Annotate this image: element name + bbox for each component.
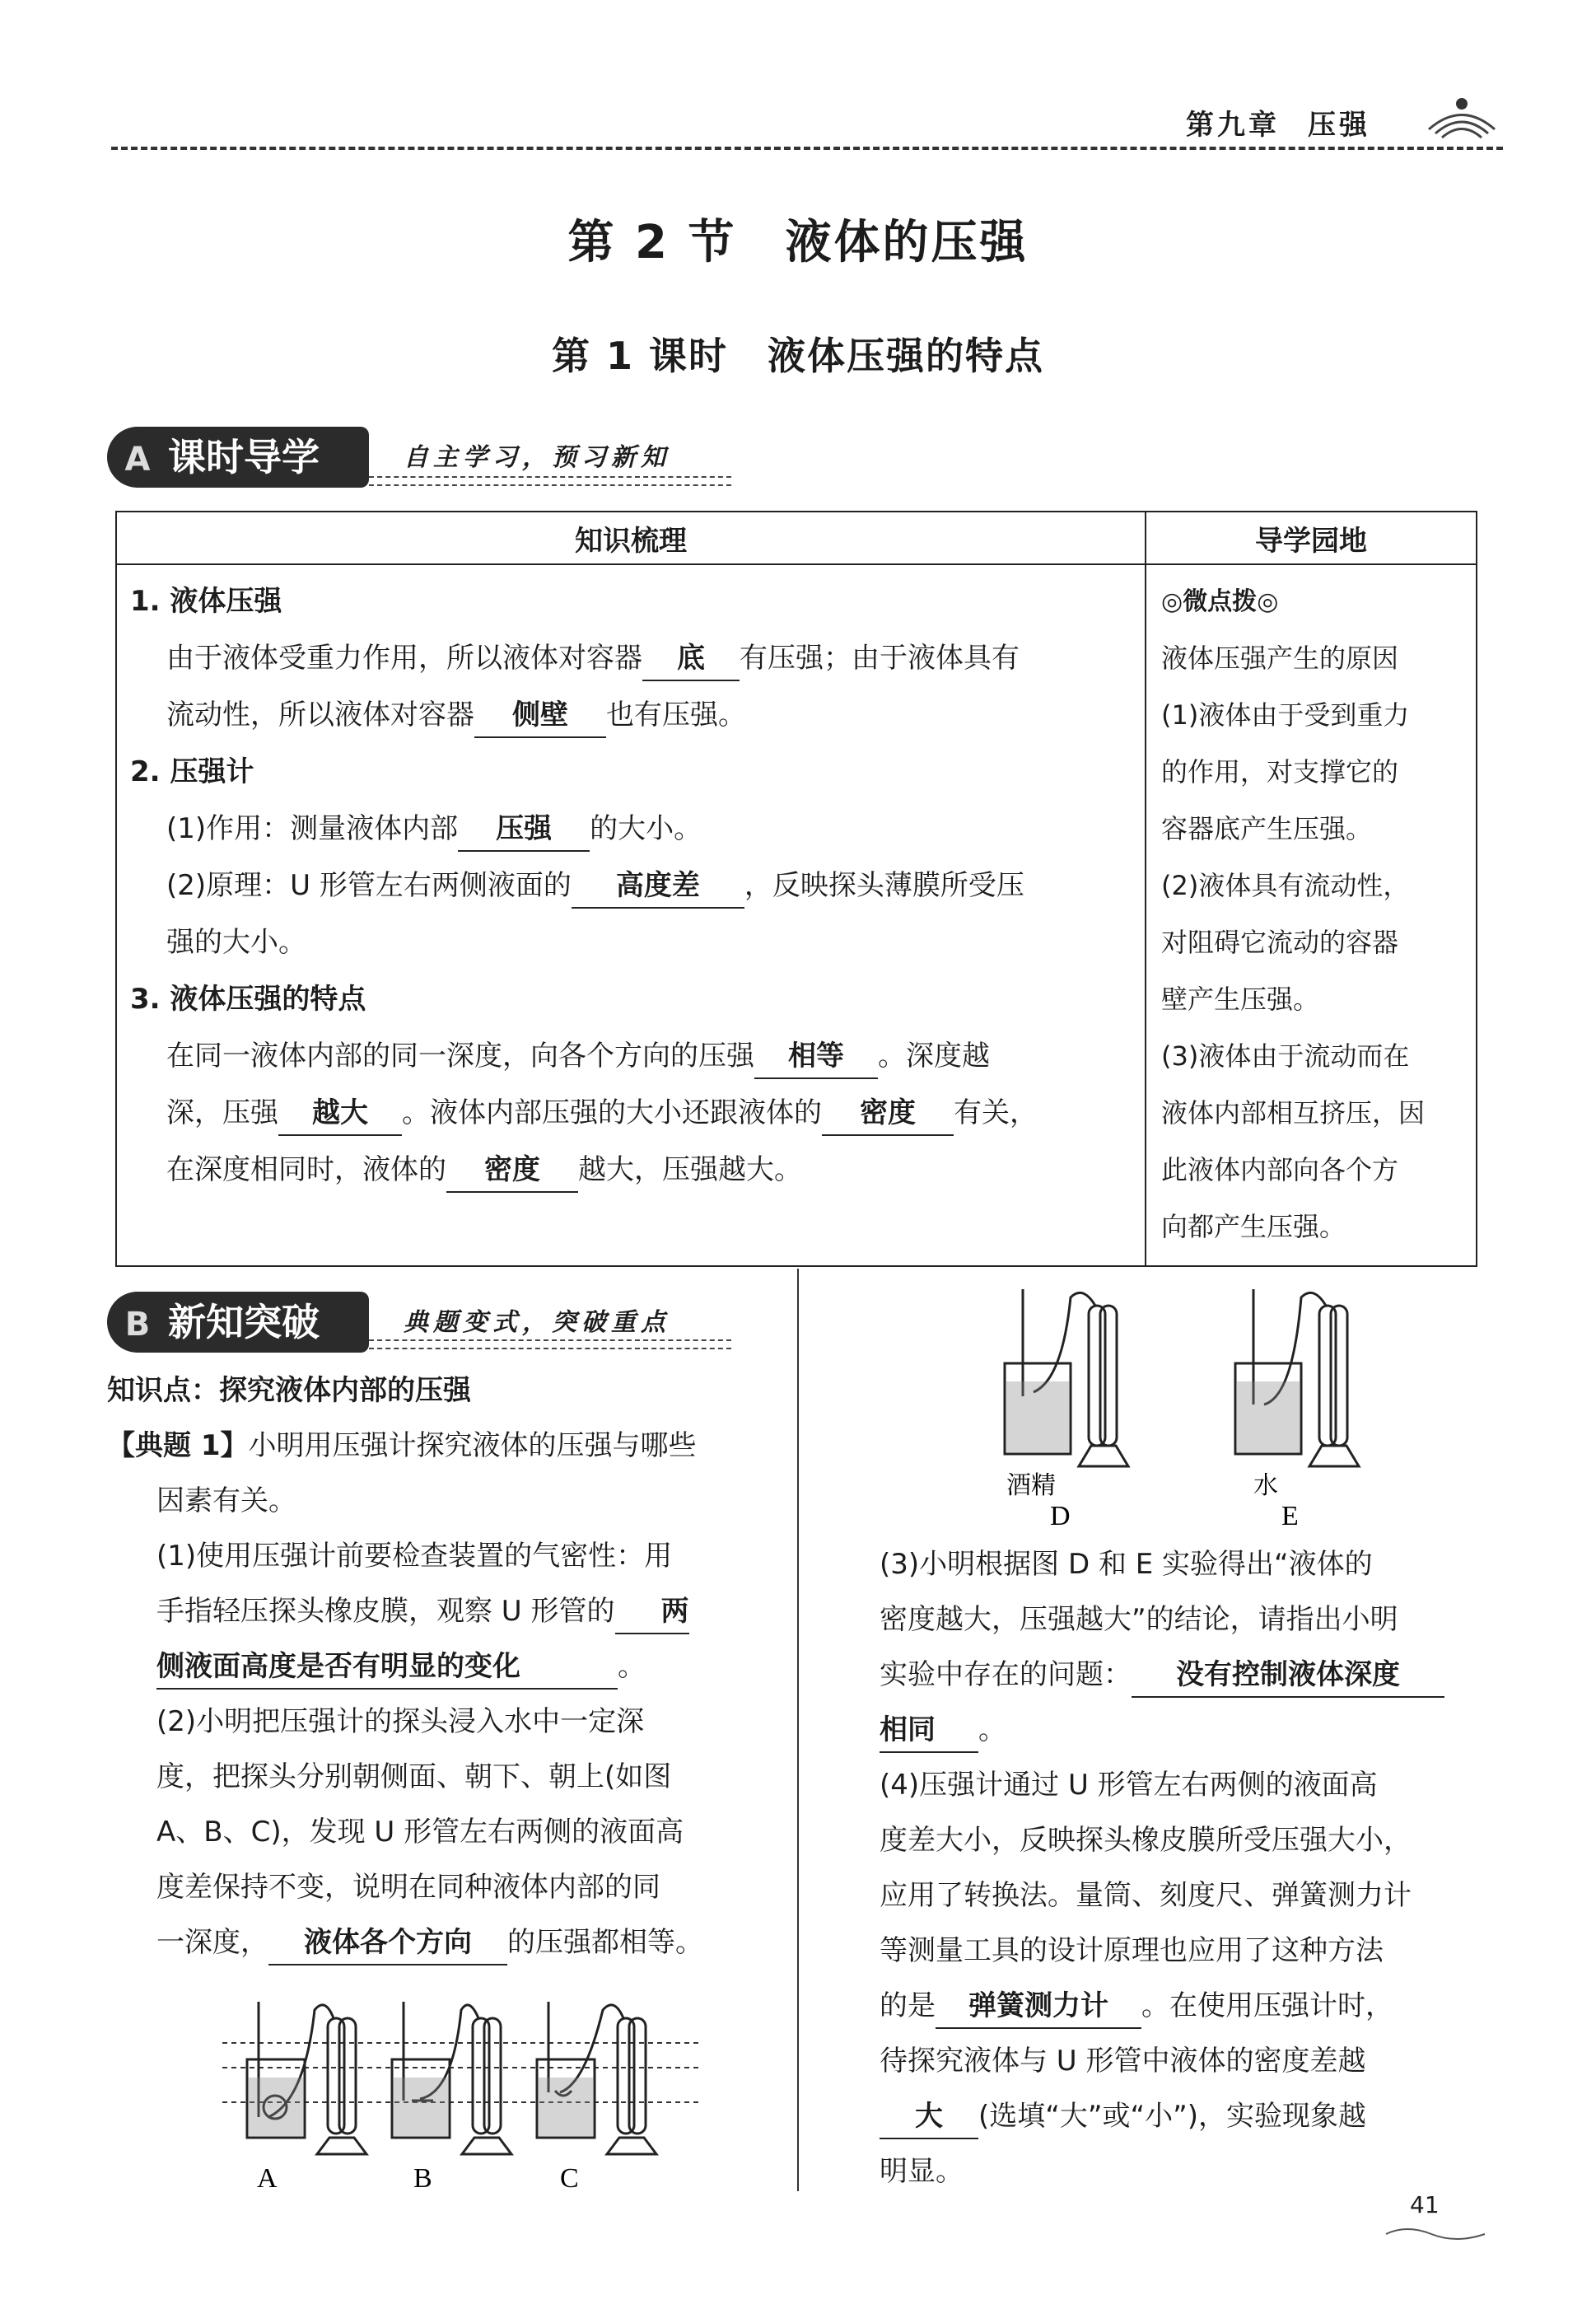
knowledge-cell (116, 564, 1146, 1266)
footer-ornament-icon (1382, 2224, 1489, 2244)
answer-blank: 液体各个方向 (268, 1921, 507, 1965)
guide-line: 的作用，对支撑它的 (1161, 756, 1399, 788)
knowledge-table (115, 511, 1477, 1267)
section-a-dash (369, 476, 731, 486)
answer-blank: 侧液面高度是否有明显的变化 (156, 1645, 618, 1690)
text: 度差大小，反映探头橡皮膜所受压强大小， (880, 1824, 1412, 1857)
left-column (107, 1363, 782, 1970)
text: 在同一液体内部的同一深度，向各个方向的压强 (166, 1040, 754, 1073)
answer-blank: 密度 (446, 1148, 578, 1193)
lesson-title: 第 1 课时 液体压强的特点 (551, 334, 1045, 378)
text: 一深度， (156, 1926, 268, 1959)
figure-label-e: E (1281, 1501, 1299, 1528)
guide-line: 此液体内部向各个方 (1161, 1154, 1399, 1185)
text: 的是 (880, 1989, 936, 2022)
text: 明显。 (880, 2155, 964, 2188)
text: 深，压强 (166, 1096, 278, 1129)
section-a-badge (107, 427, 369, 488)
figure-de (988, 1281, 1367, 1528)
answer-blank: 底 (642, 637, 740, 681)
section-a-name: 课时导学 (168, 435, 320, 479)
guide-cell (1146, 564, 1477, 1266)
chapter-title: 压强 (1308, 109, 1370, 142)
section-b-slogan: 典题变式，突破重点 (404, 1308, 670, 1337)
text: 的大小。 (590, 812, 702, 845)
figure-label-c: C (560, 2163, 579, 2191)
text: 小明用压强计探究液体的压强与哪些 (248, 1429, 697, 1462)
kp-heading-1: 1. 液体压强 (130, 585, 282, 618)
text: (1)使用压强计前要检查装置的气密性：用 (156, 1540, 673, 1573)
text: 。深度越 (878, 1040, 990, 1073)
text: 。液体内部压强的大小还跟液体的 (402, 1096, 822, 1129)
guide-line: 液体压强产生的原因 (1161, 643, 1399, 674)
guide-line: (2)液体具有流动性， (1161, 870, 1410, 901)
running-header (1186, 102, 1398, 143)
guide-line: (1)液体由于受到重力 (1161, 699, 1410, 731)
section-b-name: 新知突破 (168, 1300, 320, 1344)
text: 由于液体受重力作用，所以液体对容器 (166, 642, 642, 675)
guide-line: (3)液体由于流动而在 (1161, 1040, 1410, 1072)
col-header-guide: 导学园地 (1146, 512, 1477, 564)
section-b-letter: B (124, 1306, 151, 1344)
figure-label-d: D (1050, 1501, 1071, 1528)
answer-blank: 密度 (822, 1091, 954, 1136)
guide-line: 液体内部相互挤压，因 (1161, 1097, 1426, 1129)
answer-blank: 相同 (880, 1708, 978, 1753)
text: 等测量工具的设计原理也应用了这种方法 (880, 1934, 1384, 1967)
answer-blank: 没有控制液体深度 (1132, 1653, 1444, 1698)
text: ，反映探头薄膜所受压 (744, 869, 1024, 902)
tip-tag: ◎微点拨◎ (1161, 587, 1279, 616)
knowledge-point: 知识点：探究液体内部的压强 (107, 1374, 471, 1407)
text: 。 (978, 1713, 1006, 1746)
text: (2)小明把压强计的探头浸入水中一定深 (156, 1705, 645, 1738)
text: 在深度相同时，液体的 (166, 1153, 446, 1186)
section-title: 第 2 节 液体的压强 (567, 216, 1029, 269)
text: (选填“大”或“小”)，实验现象越 (978, 2100, 1366, 2133)
guide-line: 对阻碍它流动的容器 (1161, 927, 1399, 958)
text: 也有压强。 (606, 699, 746, 731)
text: 。在使用压强计时， (1141, 1989, 1393, 2022)
page-number: 41 (1410, 2191, 1440, 2218)
guide-line: 向都产生压强。 (1161, 1211, 1346, 1242)
answer-blank: 相等 (754, 1035, 878, 1079)
text: 强的大小。 (166, 926, 306, 959)
text: 待探究液体与 U 形管中液体的密度差越 (880, 2045, 1366, 2078)
text: 越大，压强越大。 (578, 1153, 802, 1186)
column-divider (797, 1269, 799, 2191)
figure-abc (222, 1985, 708, 2191)
text: 有压强；由于液体具有 (740, 642, 1020, 675)
right-column (880, 1537, 1505, 2199)
text: 实验中存在的问题： (880, 1658, 1132, 1691)
answer-blank: 两 (615, 1590, 689, 1634)
answer-blank: 大 (880, 2095, 978, 2139)
col-header-knowledge: 知识梳理 (116, 512, 1146, 564)
section-a-slogan: 自主学习，预习新知 (404, 443, 670, 472)
text: 度差保持不变，说明在同种液体内部的同 (156, 1871, 660, 1904)
tip-tag-label: 微点拨 (1183, 587, 1258, 616)
answer-blank: 压强 (458, 807, 590, 852)
answer-blank: 侧壁 (474, 694, 606, 738)
chapter-number: 第九章 (1186, 109, 1280, 142)
guide-line: 容器底产生压强。 (1161, 813, 1373, 844)
section-b-dash (369, 1339, 731, 1349)
text: 的压强都相等。 (507, 1926, 703, 1959)
text: 密度越大，压强越大”的结论，请指出小明 (880, 1603, 1398, 1636)
section-a-letter: A (124, 441, 151, 479)
text: (3)小明根据图 D 和 E 实验得出“液体的 (880, 1548, 1373, 1581)
guide-line: 壁产生压强。 (1161, 984, 1320, 1015)
header-divider (111, 147, 1503, 150)
text: A、B、C)，发现 U 形管左右两侧的液面高 (156, 1816, 684, 1849)
figure-label-b: B (413, 2163, 432, 2191)
question-label: 【典题 1】 (107, 1429, 249, 1462)
header-ornament-icon (1421, 92, 1503, 142)
section-b-badge (107, 1292, 369, 1353)
text: 手指轻压探头橡皮膜，观察 U 形管的 (156, 1595, 615, 1628)
text: 度，把探头分别朝侧面、朝下、朝上(如图 (156, 1760, 672, 1793)
answer-blank: 弹簧测力计 (936, 1984, 1141, 2029)
text: 有关， (954, 1096, 1038, 1129)
text: 。 (618, 1650, 646, 1683)
text: 流动性，所以液体对容器 (166, 699, 474, 731)
answer-blank: 越大 (278, 1091, 402, 1136)
kp-heading-3: 3. 液体压强的特点 (130, 983, 366, 1016)
text: 因素有关。 (156, 1484, 296, 1517)
liquid-label-water: 水 (1253, 1471, 1278, 1500)
figure-label-a: A (257, 2163, 278, 2191)
text: (2)原理：U 形管左右两侧液面的 (166, 869, 572, 902)
text: (4)压强计通过 U 形管左右两侧的液面高 (880, 1769, 1378, 1802)
text: (1)作用：测量液体内部 (166, 812, 459, 845)
answer-blank: 高度差 (572, 864, 744, 909)
kp-heading-2: 2. 压强计 (130, 755, 254, 788)
liquid-label-alcohol: 酒精 (1006, 1471, 1056, 1500)
text: 应用了转换法。量筒、刻度尺、弹簧测力计 (880, 1879, 1412, 1912)
